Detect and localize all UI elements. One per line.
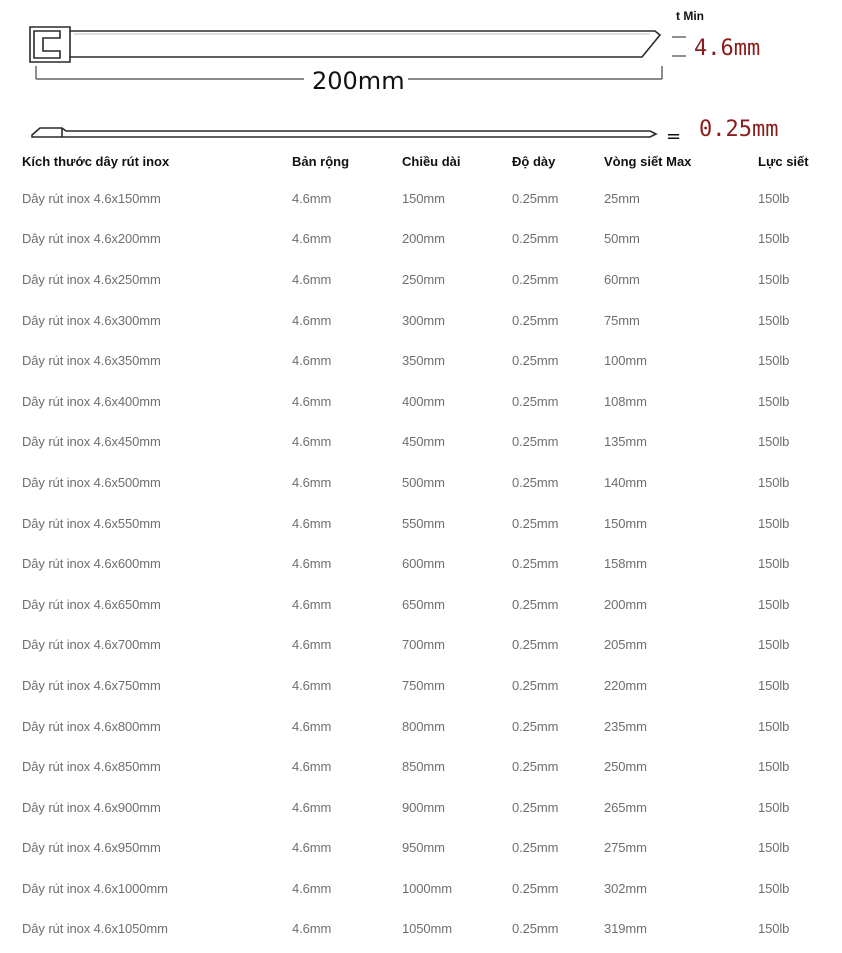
cell-width: 4.6mm <box>292 474 332 490</box>
cell-max-diameter: 158mm <box>604 556 647 572</box>
cell-max-diameter: 250mm <box>604 759 647 775</box>
cell-size: Dây rút inox 4.6x200mm <box>22 231 161 247</box>
cell-width: 4.6mm <box>292 718 332 734</box>
cable-tie-diagram <box>0 0 800 150</box>
cell-thickness: 0.25mm <box>512 921 559 937</box>
cell-length: 400mm <box>402 393 445 409</box>
cell-width: 4.6mm <box>292 515 332 531</box>
cell-tensile-strength: 150lb <box>758 596 790 612</box>
cell-length: 900mm <box>402 799 445 815</box>
table-row <box>0 422 842 463</box>
table-row <box>0 219 842 260</box>
header-length: Chiều dài <box>402 153 461 169</box>
cell-max-diameter: 150mm <box>604 515 647 531</box>
cell-thickness: 0.25mm <box>512 556 559 572</box>
cell-size: Dây rút inox 4.6x150mm <box>22 190 161 206</box>
cell-length: 950mm <box>402 840 445 856</box>
cell-thickness: 0.25mm <box>512 353 559 369</box>
cell-max-diameter: 75mm <box>604 312 640 328</box>
cell-length: 550mm <box>402 515 445 531</box>
table-row <box>0 625 842 666</box>
spec-table <box>0 144 842 949</box>
cell-thickness: 0.25mm <box>512 393 559 409</box>
top-caption: t Min <box>676 9 704 23</box>
table-row <box>0 868 842 909</box>
cell-tensile-strength: 150lb <box>758 190 790 206</box>
header-thickness: Độ dày <box>512 153 556 169</box>
table-row <box>0 178 842 219</box>
table-row <box>0 543 842 584</box>
table-row <box>0 300 842 341</box>
cell-thickness: 0.25mm <box>512 718 559 734</box>
cell-max-diameter: 135mm <box>604 434 647 450</box>
header-max-diameter: Vòng siết Max <box>604 153 692 169</box>
cell-size: Dây rút inox 4.6x500mm <box>22 474 161 490</box>
table-row <box>0 787 842 828</box>
cell-thickness: 0.25mm <box>512 271 559 287</box>
cell-width: 4.6mm <box>292 556 332 572</box>
cell-tensile-strength: 150lb <box>758 880 790 896</box>
cell-size: Dây rút inox 4.6x950mm <box>22 840 161 856</box>
cell-size: Dây rút inox 4.6x700mm <box>22 637 161 653</box>
cell-max-diameter: 220mm <box>604 677 647 693</box>
cell-thickness: 0.25mm <box>512 677 559 693</box>
cell-width: 4.6mm <box>292 596 332 612</box>
cell-thickness: 0.25mm <box>512 312 559 328</box>
cell-length: 650mm <box>402 596 445 612</box>
cell-length: 500mm <box>402 474 445 490</box>
table-row <box>0 503 842 544</box>
cell-width: 4.6mm <box>292 271 332 287</box>
cell-tensile-strength: 150lb <box>758 759 790 775</box>
cell-length: 600mm <box>402 556 445 572</box>
cell-max-diameter: 25mm <box>604 190 640 206</box>
tie-side-view <box>32 128 656 137</box>
cell-thickness: 0.25mm <box>512 474 559 490</box>
cell-tensile-strength: 150lb <box>758 799 790 815</box>
cell-size: Dây rút inox 4.6x400mm <box>22 393 161 409</box>
cell-max-diameter: 200mm <box>604 596 647 612</box>
width-label: 4.6mm <box>694 36 761 61</box>
cell-tensile-strength: 150lb <box>758 515 790 531</box>
cell-max-diameter: 108mm <box>604 393 647 409</box>
cell-length: 800mm <box>402 718 445 734</box>
cell-tensile-strength: 150lb <box>758 474 790 490</box>
cell-tensile-strength: 150lb <box>758 556 790 572</box>
table-row <box>0 909 842 950</box>
table-row <box>0 340 842 381</box>
cell-thickness: 0.25mm <box>512 434 559 450</box>
cell-max-diameter: 265mm <box>604 799 647 815</box>
cell-thickness: 0.25mm <box>512 880 559 896</box>
cell-width: 4.6mm <box>292 799 332 815</box>
cell-thickness: 0.25mm <box>512 190 559 206</box>
cell-length: 150mm <box>402 190 445 206</box>
thickness-sign: = <box>666 126 682 147</box>
cell-width: 4.6mm <box>292 637 332 653</box>
cell-length: 1050mm <box>402 921 452 937</box>
cell-tensile-strength: 150lb <box>758 921 790 937</box>
cell-size: Dây rút inox 4.6x250mm <box>22 271 161 287</box>
cell-tensile-strength: 150lb <box>758 718 790 734</box>
table-row <box>0 462 842 503</box>
cell-length: 200mm <box>402 231 445 247</box>
cell-tensile-strength: 150lb <box>758 637 790 653</box>
spec-table-head <box>0 144 842 178</box>
cell-tensile-strength: 150lb <box>758 677 790 693</box>
cell-width: 4.6mm <box>292 921 332 937</box>
spec-table-body <box>0 178 842 949</box>
cell-thickness: 0.25mm <box>512 596 559 612</box>
cell-width: 4.6mm <box>292 190 332 206</box>
table-row <box>0 746 842 787</box>
cell-size: Dây rút inox 4.6x900mm <box>22 799 161 815</box>
cell-length: 300mm <box>402 312 445 328</box>
header-size: Kích thước dây rút inox <box>22 153 170 169</box>
tie-top-view <box>30 27 660 62</box>
cell-width: 4.6mm <box>292 312 332 328</box>
cell-thickness: 0.25mm <box>512 515 559 531</box>
cell-max-diameter: 60mm <box>604 271 640 287</box>
cell-width: 4.6mm <box>292 677 332 693</box>
cell-tensile-strength: 150lb <box>758 393 790 409</box>
cell-tensile-strength: 150lb <box>758 353 790 369</box>
cell-length: 850mm <box>402 759 445 775</box>
thickness-label: 0.25mm <box>699 117 779 142</box>
cell-length: 450mm <box>402 434 445 450</box>
table-row <box>0 381 842 422</box>
tie-strap-outline <box>30 27 660 62</box>
cell-size: Dây rút inox 4.6x850mm <box>22 759 161 775</box>
cell-size: Dây rút inox 4.6x450mm <box>22 434 161 450</box>
cell-thickness: 0.25mm <box>512 840 559 856</box>
cell-max-diameter: 50mm <box>604 231 640 247</box>
header-tensile-strength: Lực siết <box>758 153 809 169</box>
cell-size: Dây rút inox 4.6x600mm <box>22 556 161 572</box>
cell-tensile-strength: 150lb <box>758 271 790 287</box>
cell-width: 4.6mm <box>292 759 332 775</box>
cell-max-diameter: 302mm <box>604 880 647 896</box>
cell-max-diameter: 319mm <box>604 921 647 937</box>
cell-size: Dây rút inox 4.6x350mm <box>22 353 161 369</box>
width-dimension <box>672 37 686 56</box>
cell-width: 4.6mm <box>292 353 332 369</box>
tie-side-outline <box>32 128 656 137</box>
cell-max-diameter: 140mm <box>604 474 647 490</box>
cell-length: 350mm <box>402 353 445 369</box>
cell-length: 1000mm <box>402 880 452 896</box>
cell-max-diameter: 205mm <box>604 637 647 653</box>
cell-thickness: 0.25mm <box>512 231 559 247</box>
table-row <box>0 584 842 625</box>
table-row <box>0 665 842 706</box>
cell-size: Dây rút inox 4.6x1000mm <box>22 880 168 896</box>
cell-width: 4.6mm <box>292 434 332 450</box>
cell-size: Dây rút inox 4.6x650mm <box>22 596 161 612</box>
cell-length: 750mm <box>402 677 445 693</box>
cell-tensile-strength: 150lb <box>758 231 790 247</box>
cell-thickness: 0.25mm <box>512 637 559 653</box>
cell-size: Dây rút inox 4.6x750mm <box>22 677 161 693</box>
cell-tensile-strength: 150lb <box>758 840 790 856</box>
cell-length: 700mm <box>402 637 445 653</box>
table-row <box>0 259 842 300</box>
cell-width: 4.6mm <box>292 840 332 856</box>
cell-width: 4.6mm <box>292 393 332 409</box>
cell-tensile-strength: 150lb <box>758 312 790 328</box>
cell-width: 4.6mm <box>292 231 332 247</box>
cell-max-diameter: 100mm <box>604 353 647 369</box>
cell-length: 250mm <box>402 271 445 287</box>
cell-thickness: 0.25mm <box>512 759 559 775</box>
cell-size: Dây rút inox 4.6x800mm <box>22 718 161 734</box>
cell-thickness: 0.25mm <box>512 799 559 815</box>
cell-max-diameter: 275mm <box>604 840 647 856</box>
table-row <box>0 828 842 869</box>
table-row <box>0 706 842 747</box>
cell-size: Dây rút inox 4.6x300mm <box>22 312 161 328</box>
cell-width: 4.6mm <box>292 880 332 896</box>
header-width: Bản rộng <box>292 153 350 169</box>
cell-size: Dây rút inox 4.6x550mm <box>22 515 161 531</box>
cell-tensile-strength: 150lb <box>758 434 790 450</box>
length-label: 200mm <box>312 67 405 95</box>
header-row <box>0 144 842 178</box>
cell-size: Dây rút inox 4.6x1050mm <box>22 921 168 937</box>
cell-max-diameter: 235mm <box>604 718 647 734</box>
